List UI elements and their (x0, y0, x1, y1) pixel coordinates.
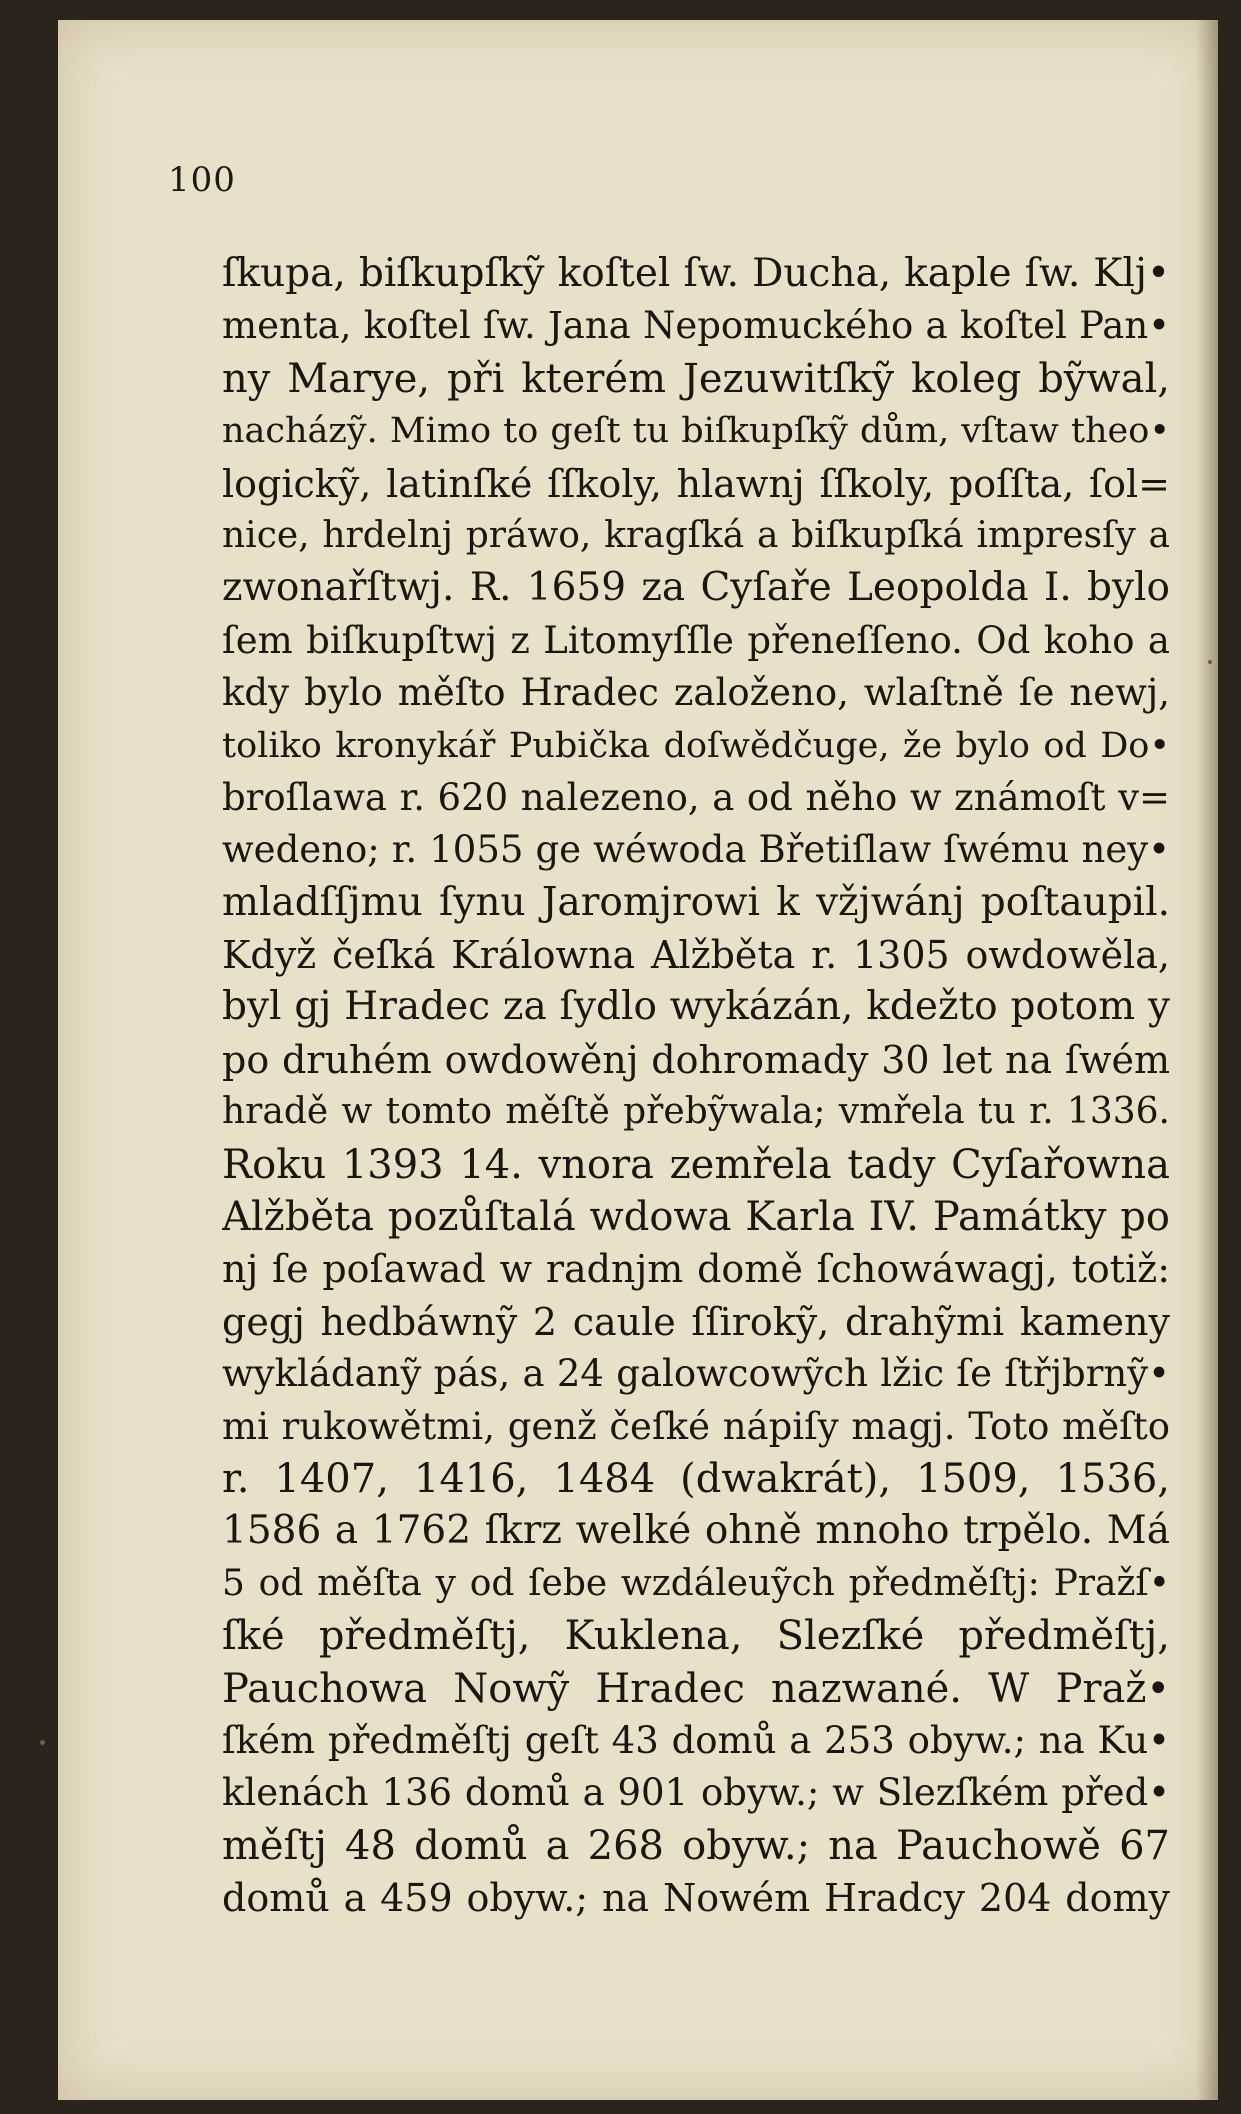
text-line: klenách 136 domů a 901 obyw.; w Slezſkém před• (222, 1771, 1170, 1815)
text-line: Alžběta pozůſtalá wdowa Karla IV. Památky po (222, 1194, 1170, 1241)
text-line: wedeno; r. 1055 ge wéwoda Břetiſlaw ſwému ney• (222, 828, 1170, 872)
binding-shadow (1196, 20, 1218, 2100)
text-line: kdy bylo měſto Hradec založeno, wlaſtně ſe newj, (222, 671, 1170, 715)
text-line: toliko kronykář Pubička doſwědčuge, že bylo od Do• (222, 725, 1170, 766)
text-line: měſtj 48 domů a 268 obyw.; na Pauchowě 67 (222, 1822, 1170, 1869)
text-line: po druhém owdowěnj dohromady 30 let na ſwém (222, 1037, 1170, 1082)
text-line: r. 1407, 1416, 1484 (dwakrát), 1509, 1536, (222, 1455, 1170, 1502)
page-number: 100 (168, 160, 236, 200)
text-line: menta, koſtel ſw. Jana Nepomuckého a koſtel Pan• (222, 304, 1170, 348)
text-line: byl gj Hradec za ſydlo wykázán, kdežto potom y (222, 984, 1170, 1030)
text-line: nj ſe poſawad w radnjm domě ſchowáwagj, totiž: (222, 1247, 1170, 1292)
text-line: hradě w tomto měſtě přebỹwala; vmřela tu r. 1336. (222, 1091, 1170, 1133)
page-speck (40, 1740, 45, 1745)
text-line: ny Marye, při kterém Jezuwitſkỹ koleg bỹwal, (222, 355, 1170, 402)
text-line: wykládanỹ pás, a 24 galowcowỹch lžic ſe ſtřjbrnỹ• (222, 1352, 1170, 1396)
text-line: Roku 1393 14. vnora zemřela tady Cyſařowna (222, 1141, 1170, 1188)
page-speck (1208, 660, 1212, 664)
text-line: ſem biſkupſtwj z Litomyſſle přeneſſeno. Od koho a (222, 618, 1170, 662)
text-line: Když čeſká Králowna Alžběta r. 1305 owdowěla, (222, 933, 1170, 978)
text-line: 5 od měſta y od ſebe wzdáleuỹch předměſtj: Pražſ• (222, 1562, 1170, 1604)
text-line: 1586 a 1762 ſkrz welké ohně mnoho trpělo. Má (222, 1508, 1170, 1554)
text-line: zwonařſtwj. R. 1659 za Cyſaře Leopolda I. bylo (222, 565, 1170, 611)
text-line: nacházỹ. Mimo to geſt tu biſkupſkỹ dům, vſtaw theo• (222, 411, 1170, 452)
text-line: domů a 459 obyw.; na Nowém Hradcy 204 domy (222, 1876, 1170, 1921)
text-line: Pauchowa Nowỹ Hradec nazwané. W Praž• (222, 1665, 1170, 1712)
text-line: broſlawa r. 620 nalezeno, a od něho w známoſt v= (222, 775, 1170, 819)
text-line: logickỹ, latinſké ſſkoly, hlawnj ſſkoly, poſſta, ſol= (222, 461, 1170, 506)
body-text (222, 248, 1170, 1925)
text-line: ſkém předměſtj geſt 43 domů a 253 obyw.; na Ku• (222, 1718, 1170, 1762)
text-line: ſké předměſtj, Kuklena, Slezſké předměſtj, (222, 1613, 1170, 1660)
text-line: ſkupa, biſkupſkỹ koſtel ſw. Ducha, kaple ſw. Klj• (222, 251, 1170, 296)
text-line: mi rukowětmi, genž čeſké nápiſy magj. Toto měſto (222, 1404, 1170, 1448)
text-line: nice, hrdelnj práwo, kragſká a biſkupſká impresſy a (222, 514, 1170, 556)
text-line: mladſſjmu ſynu Jaromjrowi k vžjwánj poſtaupil. (222, 879, 1170, 925)
text-line: gegj hedbáwnỹ 2 caule ſſirokỹ, drahỹmi kameny (222, 1299, 1170, 1344)
